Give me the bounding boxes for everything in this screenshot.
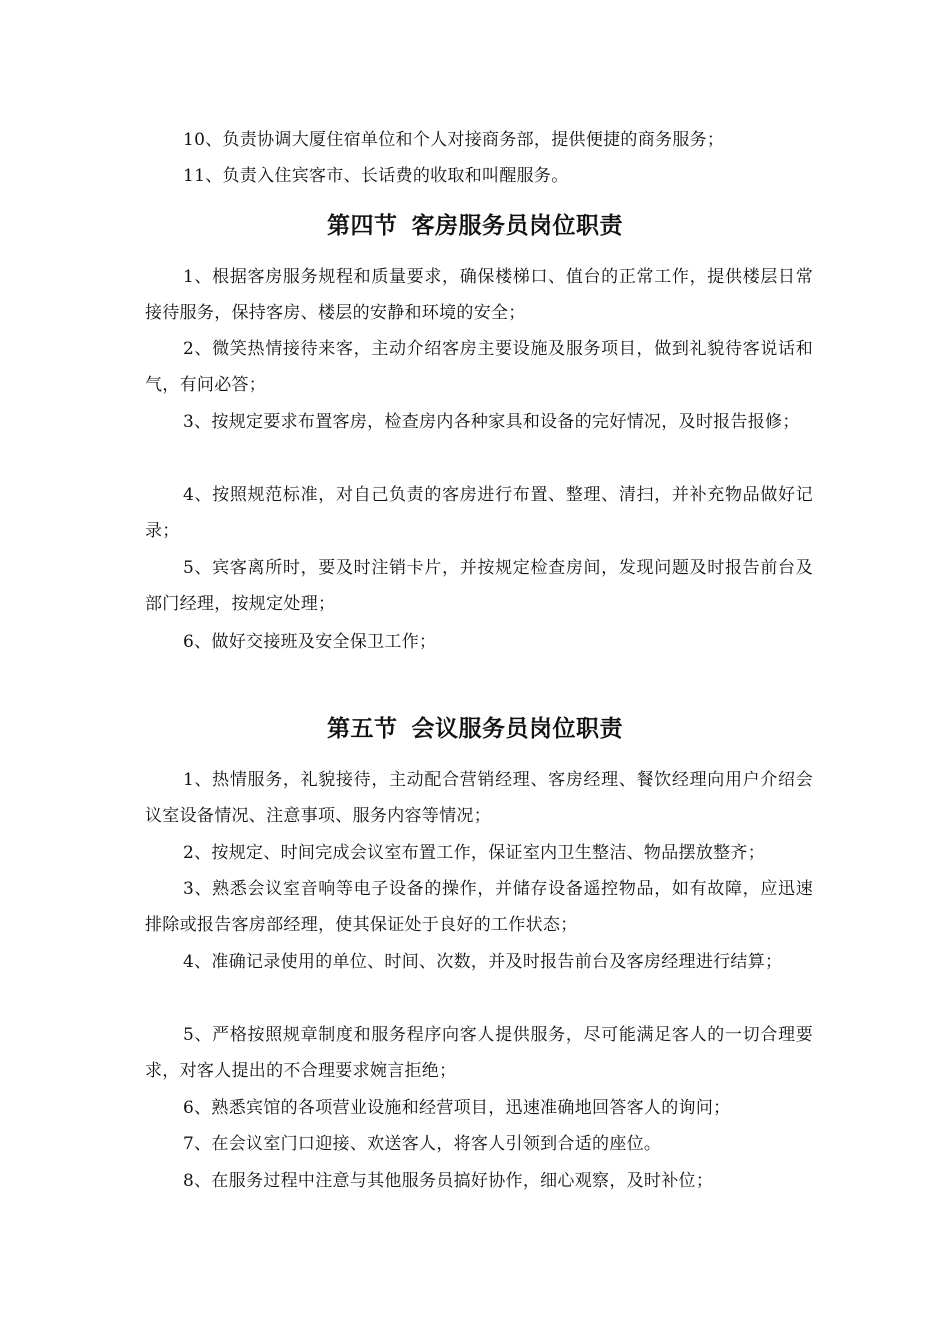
section4-title: 客房服务员岗位职责 bbox=[411, 213, 623, 239]
section5-item-2: 2、按规定、时间完成会议室布置工作，保证室内卫生整洁、物品摆放整齐； bbox=[183, 843, 766, 863]
section4-item-5: 5、宾客离所时，要及时注销卡片，并按规定检查房间，发现问题及时报告前台及部门经理，按规定处理； bbox=[145, 558, 813, 614]
section5-item-8: 8、在服务过程中注意与其他服务员搞好协作，细心观察，及时补位； bbox=[183, 1171, 714, 1191]
section4-item-2: 2、微笑热情接待来客，主动介绍客房主要设施及服务项目，做到礼貌待客说话和气，有问必答； bbox=[145, 339, 813, 395]
section5-number: 第五节 bbox=[327, 716, 398, 742]
section4-item-3: 3、按规定要求布置客房，检查房内各种家具和设备的完好情况，及时报告报修； bbox=[183, 412, 800, 432]
section5-item-7: 7、在会议室门口迎接、欢送客人，将客人引领到合适的座位。 bbox=[183, 1134, 662, 1154]
section5-item-4: 4、准确记录使用的单位、时间、次数，并及时报告前台及客房经理进行结算； bbox=[183, 952, 783, 972]
section5-item-3: 3、熟悉会议室音响等电子设备的操作，并储存设备遥控物品，如有故障，应迅速排除或报告客房部经理，使其保证处于良好的工作状态； bbox=[145, 879, 813, 935]
section5-heading bbox=[0, 710, 950, 743]
section5-item-6: 6、熟悉宾馆的各项营业设施和经营项目，迅速准确地回答客人的询问； bbox=[183, 1098, 731, 1118]
section5-item-1: 1、热情服务，礼貌接待，主动配合营销经理、客房经理、餐饮经理向用户介绍会议室设备情况、注意事项、服务内容等情况； bbox=[145, 770, 813, 826]
intro-item-11: 11、负责入住宾客市、长话费的收取和叫醒服务。 bbox=[183, 166, 569, 186]
section5-item-5: 5、严格按照规章制度和服务程序向客人提供服务，尽可能满足客人的一切合理要求，对客人提出的不合理要求婉言拒绝； bbox=[145, 1025, 813, 1081]
section4-item-4: 4、按照规范标准，对自己负责的客房进行布置、整理、清扫，并补充物品做好记录； bbox=[145, 485, 813, 541]
intro-item-10: 10、负责协调大厦住宿单位和个人对接商务部，提供便捷的商务服务； bbox=[183, 130, 725, 150]
section4-item-1: 1、根据客房服务规程和质量要求，确保楼梯口、值台的正常工作，提供楼层日常接待服务，保持客房、楼层的安静和环境的安全； bbox=[145, 267, 813, 323]
section4-heading bbox=[0, 207, 950, 240]
section4-number: 第四节 bbox=[327, 213, 398, 239]
section4-item-6: 6、做好交接班及安全保卫工作； bbox=[183, 632, 437, 652]
section5-title: 会议服务员岗位职责 bbox=[411, 716, 623, 742]
